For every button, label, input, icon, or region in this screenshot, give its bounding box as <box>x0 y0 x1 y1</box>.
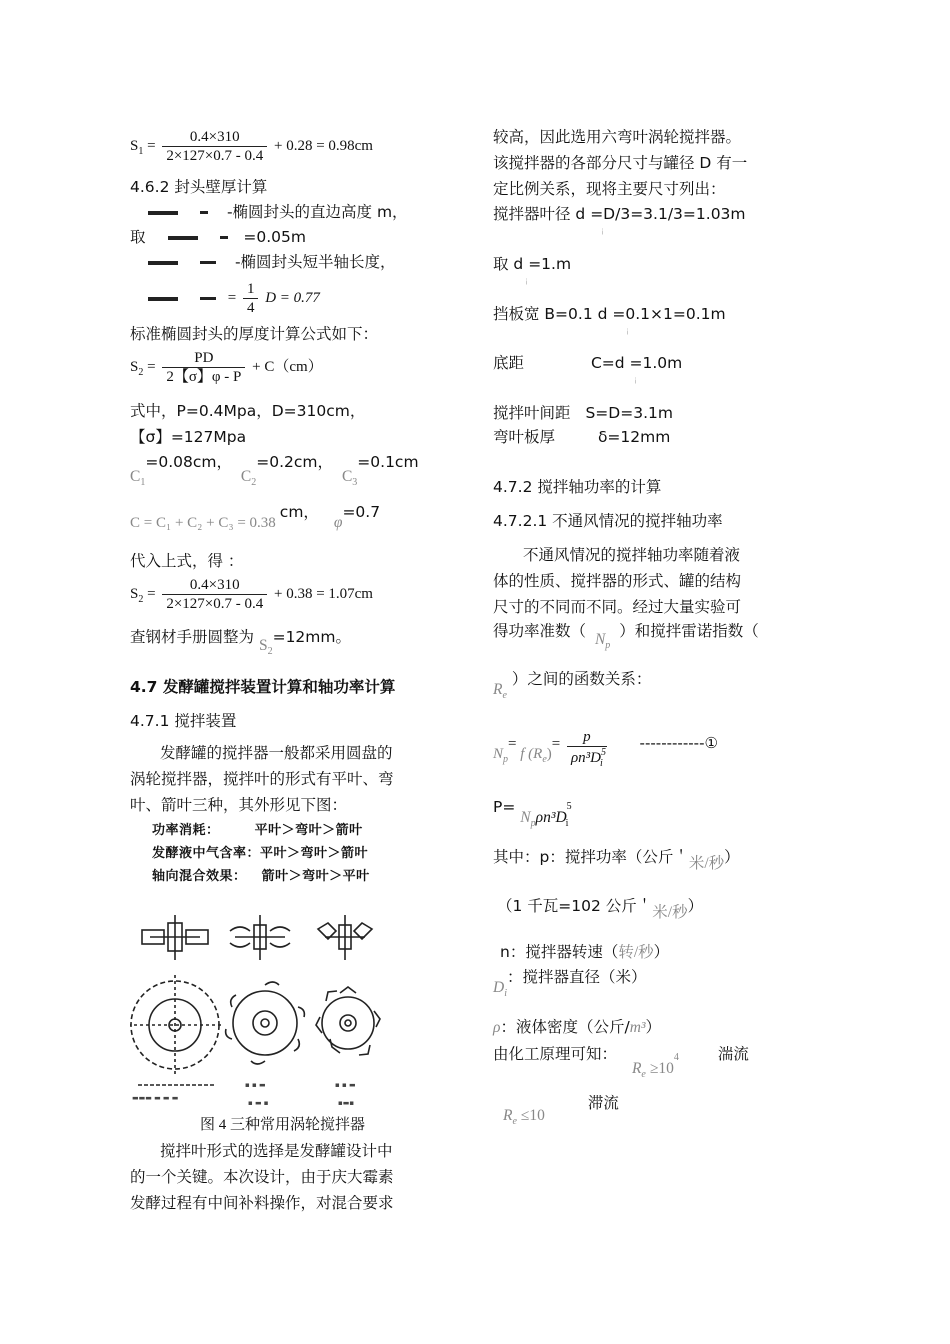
equation-s1 <box>130 128 373 165</box>
h1-value: =0.05m <box>243 228 306 246</box>
round-value: =12mm。 <box>272 628 351 646</box>
h2-fraction <box>243 280 259 317</box>
take-d: 取 d =1.m <box>493 255 572 273</box>
eq-s2-den: 2【σ】φ - P <box>162 367 245 386</box>
symbol-h2b-icon <box>148 297 178 301</box>
figure-4-impellers <box>130 905 390 1115</box>
reynolds-text: ）和搅拌雷诺指数（ <box>619 622 759 640</box>
eq1-np-sub: p <box>503 754 509 766</box>
equation-s2-formula <box>130 349 323 386</box>
h2-desc: -椭圆封头短半轴长度， <box>234 253 396 271</box>
function-relation-text: ）之间的函数关系： <box>511 670 652 688</box>
eq-s1-rest: + 0.28 = 0.98cm <box>273 137 373 154</box>
blade-spacing-label: 搅拌叶间距 <box>493 404 571 422</box>
round-line <box>130 628 351 657</box>
right-line-1: 较高，因此选用六弯叶涡轮搅拌器。 <box>493 128 742 146</box>
eq2-sub: i <box>565 818 569 829</box>
heading-4-7-1: 4.7.1 搅拌装置 <box>130 712 237 730</box>
std-formula-intro: 标准椭圆封头的厚度计算公式如下： <box>130 325 379 343</box>
eq-s2b-eq: = <box>147 585 156 602</box>
where-density <box>493 1018 661 1038</box>
eq1-f-close: ) <box>546 746 552 763</box>
laminar-condition <box>503 1094 619 1127</box>
phi-value: =0.7 <box>342 503 381 521</box>
re-turb-sub: e <box>641 1069 646 1080</box>
where-speed-unit: 转/秒 <box>618 944 654 961</box>
impeller-diameter: 搅拌器叶径 d =D/3=3.1/3=1.03m <box>493 205 746 223</box>
c-sum-line <box>130 503 381 531</box>
tick-mark-3: ¡ <box>626 326 630 335</box>
symbol-h2-icon <box>148 261 178 265</box>
para-1-line-1: 发酵罐的搅拌器一般都采用圆盘的 <box>160 744 393 762</box>
tick-mark-2: ¡ <box>525 276 529 285</box>
eq-s2-fraction <box>162 349 245 386</box>
re-lam-sub: e <box>512 1116 517 1127</box>
c2-symbol: C <box>240 468 252 485</box>
eq2-rho-n: ρn³D <box>535 809 567 826</box>
where-density-text: ：液体密度（公斤/ <box>500 1018 630 1036</box>
impeller-arrow-side-view <box>318 915 372 960</box>
eq1-den-wrap <box>567 746 607 770</box>
line-h1-value <box>130 228 306 247</box>
comparison-gas-holdup: 发酵液中气含率：平叶＞弯叶＞箭叶 <box>152 846 369 861</box>
comparison-power: 功率消耗： 平叶＞弯叶＞箭叶 <box>152 823 363 838</box>
re-lam-symbol: R <box>503 1107 513 1124</box>
right-line-2: 该搅拌器的各部分尺寸与罐径 D 有一 <box>493 154 748 172</box>
para-3-line-5 <box>493 670 652 701</box>
symbol-h1b-tail-icon <box>220 236 228 239</box>
substitute-line: 代入上式，得 ： <box>130 552 244 570</box>
para-2-line-1: 搅拌叶形式的选择是发酵罐设计中 <box>160 1142 393 1160</box>
symbol-h1-icon <box>148 211 178 215</box>
c-sum-unit: cm， <box>279 503 319 521</box>
eq-s2-lhs: S <box>130 358 139 375</box>
eq-s2b-fraction <box>162 576 267 613</box>
heading-4-7-2-1: 4.7.2.1 不通风情况的搅拌轴功率 <box>493 512 723 530</box>
rho-symbol: ρ <box>493 1019 501 1036</box>
c-sum-formula: C = C₁ + C₂ + C₃ = 0.38 <box>130 515 276 531</box>
eq-s1-num: 0.4×310 <box>189 129 240 145</box>
h2-value-eq: = <box>227 289 237 306</box>
heading-4-6-2: 4.6.2 封头壁厚计算 <box>130 178 268 196</box>
where-speed <box>500 943 669 963</box>
kw-conversion <box>497 897 704 921</box>
eq1-num: p <box>583 729 591 745</box>
eq1-f-sub: e <box>542 754 547 766</box>
re-turb-cond: ≥10 <box>649 1060 674 1077</box>
svg-text:▪ ▬ ▪: ▪ ▬ ▪ <box>248 1099 269 1107</box>
turbulent-condition <box>493 1044 749 1080</box>
line-h2-value <box>148 280 320 317</box>
para-3-line-2: 体的性质、搅拌器的形式、罐的结构 <box>493 572 742 590</box>
where-diameter-text: ：搅拌器直径（米） <box>506 968 647 986</box>
para-1-line-2: 涡轮搅拌器，搅拌叶的形式有平叶、弯 <box>130 770 394 788</box>
re-symbol: R <box>493 681 503 698</box>
eq-s2b-rest: + 0.38 = 1.07cm <box>273 585 373 602</box>
c1-symbol: C <box>130 468 141 485</box>
where-density-close: ） <box>645 1018 662 1036</box>
c1-sub: 1 <box>140 477 146 488</box>
line-h2-definition <box>148 253 396 272</box>
impeller-curved-side-view <box>230 915 290 960</box>
svg-text:▪ ▪ ▬: ▪ ▪ ▬ <box>335 1081 356 1089</box>
eq2-np-sub: p <box>530 818 536 829</box>
symbol-h1b-icon <box>168 236 198 240</box>
baffle-width: 挡板宽 B=0.1 d =0.1×1=0.1m <box>493 305 726 323</box>
line-h1-definition <box>148 203 408 222</box>
round-text: 查钢材手册圆整为 <box>130 628 255 646</box>
where-line-2: 【σ】=127Mpa <box>130 428 247 446</box>
eq1-eq1: = <box>508 736 517 753</box>
eq-s2b-den: 2×127×0.7 - 0.4 <box>162 594 267 613</box>
where-power-close: ） <box>724 848 740 866</box>
re-turb-symbol: R <box>631 1060 642 1077</box>
np-sub: p <box>605 640 611 651</box>
blade-spacing <box>493 404 673 423</box>
eq2-p: P= <box>493 798 516 816</box>
tick-mark-4: ¡ <box>634 375 638 384</box>
eq1-den-sup: 5 <box>601 747 607 758</box>
power-number-text: 得功率准数（ <box>493 622 587 640</box>
para-3-line-4 <box>493 622 759 651</box>
density-unit: m³ <box>629 1019 646 1036</box>
eq-s2b-num: 0.4×310 <box>189 577 240 593</box>
where-speed-close: ） <box>653 943 670 961</box>
c1-value: =0.08cm， <box>145 453 232 471</box>
c3-sub: 3 <box>352 477 358 488</box>
eq-s1-lhs: S <box>130 137 139 154</box>
impeller-curved-top-view <box>226 982 305 1064</box>
kw-conversion-close: ） <box>687 897 704 915</box>
c2-sub: 2 <box>251 477 257 488</box>
re-lam-cond: ≤10 <box>520 1107 545 1124</box>
eq-s1-den: 2×127×0.7 - 0.4 <box>162 146 267 165</box>
impeller-flat-top-view <box>130 975 222 1085</box>
c3-symbol: C <box>341 468 353 485</box>
eq-s2b-lhs-sub: 2 <box>138 593 144 605</box>
h2-fraction-den: 4 <box>243 298 259 317</box>
take-label: 取 <box>130 228 146 246</box>
equation-power-number <box>493 728 718 770</box>
c-values-line <box>130 453 419 488</box>
blade-thickness-value: δ=12mm <box>597 428 671 446</box>
c3-value: =0.1cm <box>357 453 419 471</box>
symbol-h2-tail-icon <box>200 261 216 264</box>
svg-text:▪▬▪: ▪▬▪ <box>338 1099 355 1107</box>
blade-spacing-value: S=D=3.1m <box>585 404 673 422</box>
turbulent-label: 湍流 <box>717 1045 749 1063</box>
eq-s1-eq: = <box>147 137 156 154</box>
equation-power <box>493 797 572 829</box>
para-3-line-1: 不通风情况的搅拌轴功率随着液 <box>523 546 741 564</box>
eq-s1-fraction <box>162 128 267 165</box>
eq2-sup: 5 <box>566 801 572 812</box>
para-3-line-3: 尺寸的不同而不同。经过大量实验可 <box>493 598 742 616</box>
bottom-clearance-label: 底距 <box>493 354 525 372</box>
para-1-line-3: 叶、箭叶三种，其外形见下图： <box>130 796 348 814</box>
eq-s1-lhs-sub: 1 <box>138 145 144 157</box>
bottom-clearance-value: C=d =1.0m <box>590 354 683 372</box>
eq-s2-lhs-sub: 2 <box>138 366 144 378</box>
figure-4-caption: 图 4 三种常用涡轮搅拌器 <box>200 1117 366 1133</box>
svg-text:▪ ▪ ▬: ▪ ▪ ▬ <box>245 1081 266 1089</box>
eq-s2-num: PD <box>194 350 214 366</box>
where-power-text: 其中：p：搅拌功率（公斤＇ <box>493 848 689 866</box>
chem-principle-text: 由化工原理可知： <box>493 1045 618 1063</box>
kw-conversion-unit: 米/秒 <box>652 904 688 921</box>
round-s-sub: 2 <box>267 646 273 657</box>
para-2-line-3: 发酵过程有中间补料操作，对混合要求 <box>130 1194 394 1212</box>
tick-mark-1: ¡ <box>601 226 605 235</box>
re-sub: e <box>502 690 507 701</box>
heading-4-7: 4.7 发酵罐搅拌装置计算和轴功率计算 <box>130 678 396 696</box>
h2-value-rest: D = 0.77 <box>265 289 320 306</box>
kw-conversion-text: （1 千瓦=102 公斤＇ <box>497 897 653 915</box>
eq-s2b-lhs: S <box>130 585 139 602</box>
heading-4-7-2: 4.7.2 搅拌轴功率的计算 <box>493 478 662 496</box>
impeller-arrow-top-view <box>316 987 380 1055</box>
phi-symbol: φ <box>333 514 343 531</box>
np-symbol: N <box>594 631 606 648</box>
eq1-den: ρn³D <box>570 750 602 766</box>
where-diameter <box>493 968 647 999</box>
round-s-symbol: S <box>258 637 268 654</box>
eq-s2-rest: + C（cm） <box>252 358 323 375</box>
re-turb-sup: 4 <box>673 1052 679 1063</box>
where-power-unit: 米/秒 <box>688 855 725 872</box>
eq2-np: N <box>520 809 531 826</box>
where-line-1: 式中，P=0.4Mpa，D=310cm， <box>130 402 366 420</box>
eq1-fraction <box>567 728 607 770</box>
eq1-den-sub: i <box>600 758 603 769</box>
svg-text:▬▬▬ ▬ ▬ ▬: ▬▬▬ ▬ ▬ ▬ <box>132 1094 179 1102</box>
comparison-axial-mixing: 轴向混合效果： 箭叶＞弯叶＞平叶 <box>152 869 370 884</box>
eq1-eq2: = <box>551 736 561 753</box>
blade-thickness <box>493 428 670 447</box>
para-2-line-2: 的一个关键。本次设计，由于庆大霉素 <box>130 1168 394 1186</box>
eq1-tail: ------------① <box>639 734 718 753</box>
equation-s2-result <box>130 576 373 613</box>
symbol-h2b-tail-icon <box>200 297 216 300</box>
where-speed-text: n：搅拌器转速（ <box>500 943 619 961</box>
eq1-np: N <box>493 746 504 763</box>
eq-s2-eq: = <box>147 358 156 375</box>
di-sub: i <box>504 988 507 999</box>
impeller-flat-side-view <box>142 915 208 960</box>
h1-desc: -椭圆封头的直边高度 m， <box>226 203 408 221</box>
di-symbol: D <box>493 979 505 996</box>
blade-thickness-label: 弯叶板厚 <box>493 428 556 446</box>
h2-fraction-num: 1 <box>246 281 255 297</box>
laminar-label: 滞流 <box>587 1094 619 1112</box>
bottom-clearance <box>493 354 682 373</box>
c2-value: =0.2cm， <box>256 453 334 471</box>
right-line-3: 定比例关系，现将主要尺寸列出： <box>493 180 726 198</box>
symbol-h1-tail-icon <box>200 211 208 214</box>
eq1-f: f (R <box>520 746 543 763</box>
where-power <box>493 848 740 872</box>
